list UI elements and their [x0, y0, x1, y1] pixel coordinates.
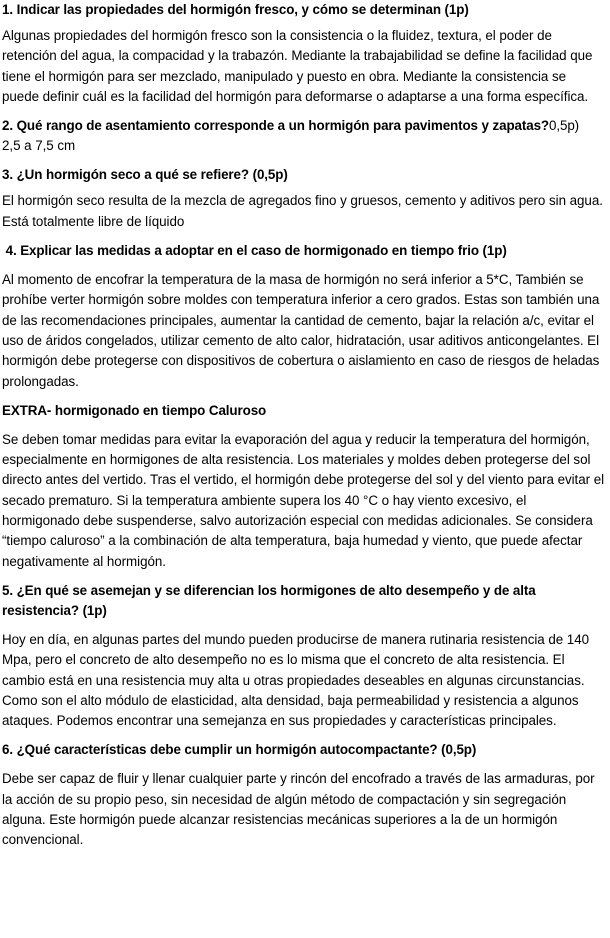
answer-4-text: Al momento de encofrar la temperatura de la masa de hormigón no será inferior a 5*C, También se prohíbe verter hormigón sobre moldes con temperatura inferior a cero grados. Estas son también una de las recomendaciones principales, aumentar la cantidad de cemento, bajar la relación a/c, evitar el uso de áridos congelados, utilizar cemento de alto calor, hidratación, usar aditivos anticongelantes. El hormigón debe protegerse con dispositivos de cobertura o aislamiento en caso de riesgos de heladas prolongadas. — [2, 272, 600, 389]
question-2-heading — [2, 116, 606, 136]
answer-6-text: Debe ser capaz de fluir y llenar cualquier parte y rincón del encofrado a través de las armaduras, por la acción de su propio peso, sin necesidad de algún método de compactación y sin segregación alguna. Este hormigón puede alcanzar resistencias mecánicas superiores a la de un hormigón convencional. — [2, 771, 595, 848]
spacer — [2, 261, 606, 270]
question-1-heading: 1. Indicar las propiedades del hormigón fresco, y cómo se determinan (1p) — [2, 2, 469, 17]
spacer — [2, 760, 606, 769]
answer-5-text: Hoy en día, en algunas partes del mundo pueden producirse de manera rutinaria resistencia de 140 Mpa, pero el concreto de alto desempeño no es lo misma que el concreto de alta resistencia. El cambio está en una resistencia muy alta u otras propiedades deseables en algunas circunstancias. Como son el alto módulo de elasticidad, alta densidad, baja permeabilidad y resistencia a algunos ataques. Podemos encontrar una semejanza en sus propiedades y características principales. — [2, 631, 589, 729]
answer-1-text: Algunas propiedades del hormigón fresco son la consistencia o la fluidez, textura, el poder de retención del agua, la compacidad y la trabazón. Mediante la trabajabilidad se define la facilidad que tiene el hormigón para ser mezclado, manipulado y puesto en obra. Mediante la consistencia se puede definir cuál es la facilidad del hormigón para deformarse o adaptarse a una forma específica. — [2, 28, 593, 104]
question-2-text: 2. Qué rango de asentamiento corresponde a un hormigón para pavimentos y zapatas? — [2, 118, 549, 134]
answer-2-text: 2,5 a 7,5 cm — [2, 138, 76, 154]
spacer — [2, 572, 606, 581]
spacer — [2, 107, 606, 116]
question-6-heading: 6. ¿Qué características debe cumplir un hormigón autocompactante? (0,5p) — [2, 742, 477, 758]
question-4-heading: 4. Explicar las medidas a adoptar en el caso de hormigonado en tiempo frio (1p) — [2, 243, 507, 259]
spacer — [2, 731, 606, 740]
question-2-points: 0,5p) — [549, 118, 580, 134]
question-3-heading: 3. ¿Un hormigón seco a qué se refiere? (0,5p) — [2, 167, 288, 183]
question-5-heading: 5. ¿En qué se asemejan y se diferencian los hormigones de alto desempeño y de alta resistencia? (1p) — [2, 582, 536, 618]
spacer — [2, 156, 606, 165]
extra-answer-text: Se deben tomar medidas para evitar la evaporación del agua y reducir la temperatura del hormigón, especialmente en hormigones de alta resistencia. Los materiales y moldes deben protegerse del sol directo antes del vertido. Tras el vertido, el hormigón debe protegerse del sol y del viento para evitar el secado prematuro. Si la temperatura ambiente supera los 40 °C o hay viento excesivo, el hormigonado debe suspenderse, salvo autorización especial con medidas adicionales. Se considera “tiempo caluroso” a la combinación de alta temperatura, baja humedad y viento, que puede afectar negativamente al hormigón. — [2, 431, 605, 569]
spacer — [2, 421, 606, 430]
spacer — [2, 621, 606, 630]
spacer — [2, 232, 606, 241]
answer-3-text: El hormigón seco resulta de la mezcla de agregados fino y gruesos, cemento y aditivos pero sin agua. Está totalmente libre de líquido — [2, 193, 603, 229]
extra-heading: EXTRA- hormigonado en tiempo Caluroso — [2, 402, 267, 418]
spacer — [2, 392, 606, 401]
